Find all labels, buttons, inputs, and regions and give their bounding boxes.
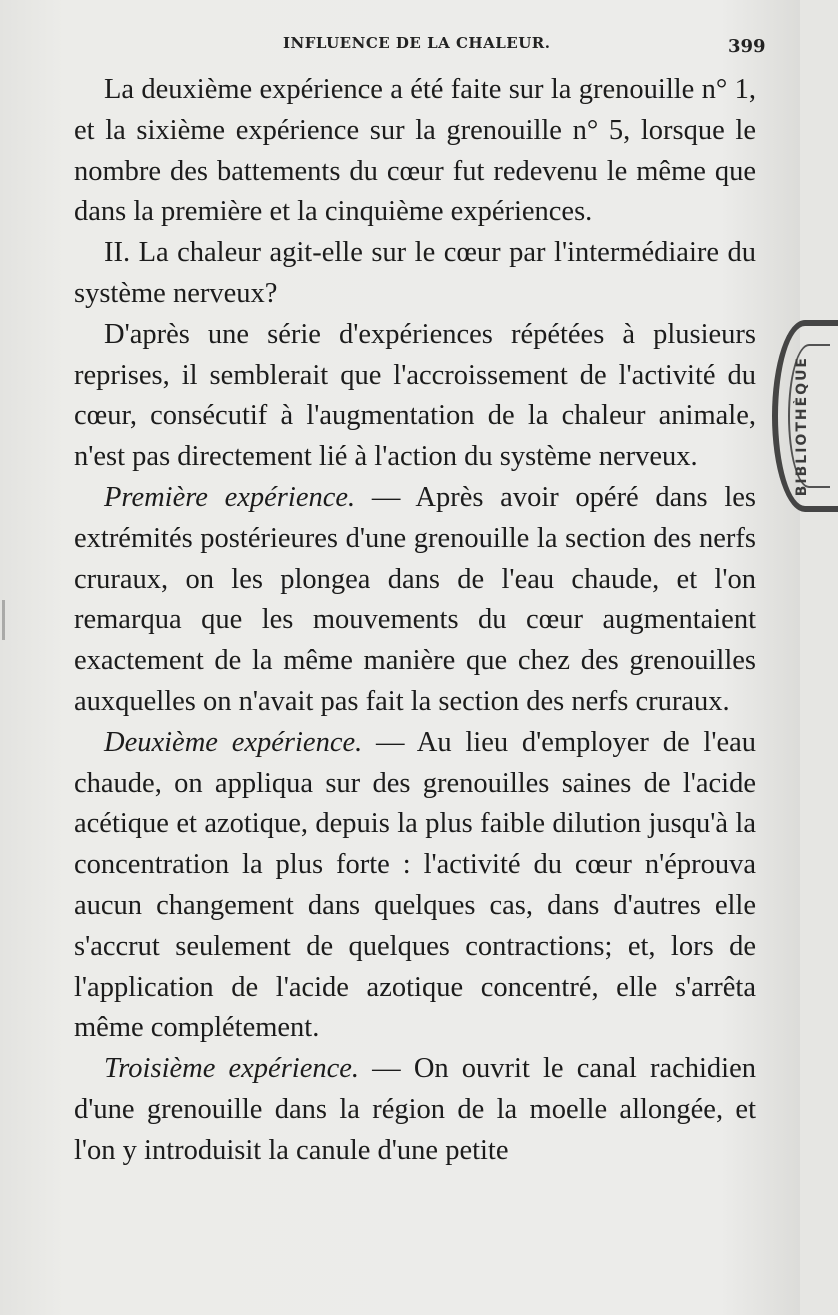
paragraph-2 — [74, 233, 756, 315]
paragraph-2-text: II. La chaleur agit-elle sur le cœur par l'intermédiaire du système nerveux? — [74, 237, 756, 309]
body-text — [74, 70, 756, 1172]
margin-mark — [2, 600, 5, 640]
library-stamp-text: BIBLIOTHÈQUE — [794, 356, 810, 497]
page-header — [0, 34, 800, 56]
paragraph-4-lead: Première expérience. — [104, 481, 356, 513]
paragraph-1-text: La deuxième expérience a été faite sur la grenouille n° 1, et la sixième expérience sur la grenouille n° 5, lorsque le nombre des battements du cœur fut redevenu le même que dans la première et la cinquième expériences. — [74, 74, 756, 228]
paragraph-1 — [74, 70, 756, 233]
running-title: INFLUENCE DE LA CHALEUR. — [283, 34, 551, 52]
paragraph-6-lead: Troisième expérience. — [104, 1053, 360, 1085]
paragraph-4 — [74, 478, 756, 723]
library-stamp — [772, 320, 838, 512]
paragraph-4-text: — Après avoir opéré dans les extrémités postérieures d'une grenouille la section des nerfs cruraux, on les plongea dans de l'eau chaude, et l'on remarqua que les mouvements du cœur augmentaient exactement de la même manière que chez des grenouilles auxquelles on n'avait pas fait la section des nerfs cruraux. — [74, 481, 756, 717]
paragraph-3-text: D'après une série d'expériences répétées à plusieurs reprises, il semblerait que l'accroissement de l'activité du cœur, consécutif à l'augmentation de la chaleur animale, n'est pas directement lié à l'action du système nerveux. — [74, 318, 756, 473]
paragraph-5-text: — Au lieu d'employer de l'eau chaude, on appliqua sur des grenouilles saines de l'acide acétique et azotique, depuis la plus faible dilution jusqu'à la concentration la plus forte : l'activité du cœur n'éprouva aucun changement dans quelques cas, dans d'autres elle s'accrut seulement de quelques contractions; et, lors de l'application de l'acide azotique concentré, elle s'arrêta même complétement. — [74, 726, 757, 1044]
paragraph-5 — [74, 723, 756, 1049]
paragraph-6 — [74, 1049, 756, 1171]
page-number: 399 — [728, 36, 766, 57]
paragraph-5-lead: Deuxième expérience. — [104, 726, 363, 758]
paragraph-3 — [74, 315, 756, 478]
paragraph-6-text: — On ouvrit le canal rachidien d'une grenouille dans la région de la moelle allongée, et l'on y introduisit la canule d'une petite — [74, 1053, 756, 1166]
